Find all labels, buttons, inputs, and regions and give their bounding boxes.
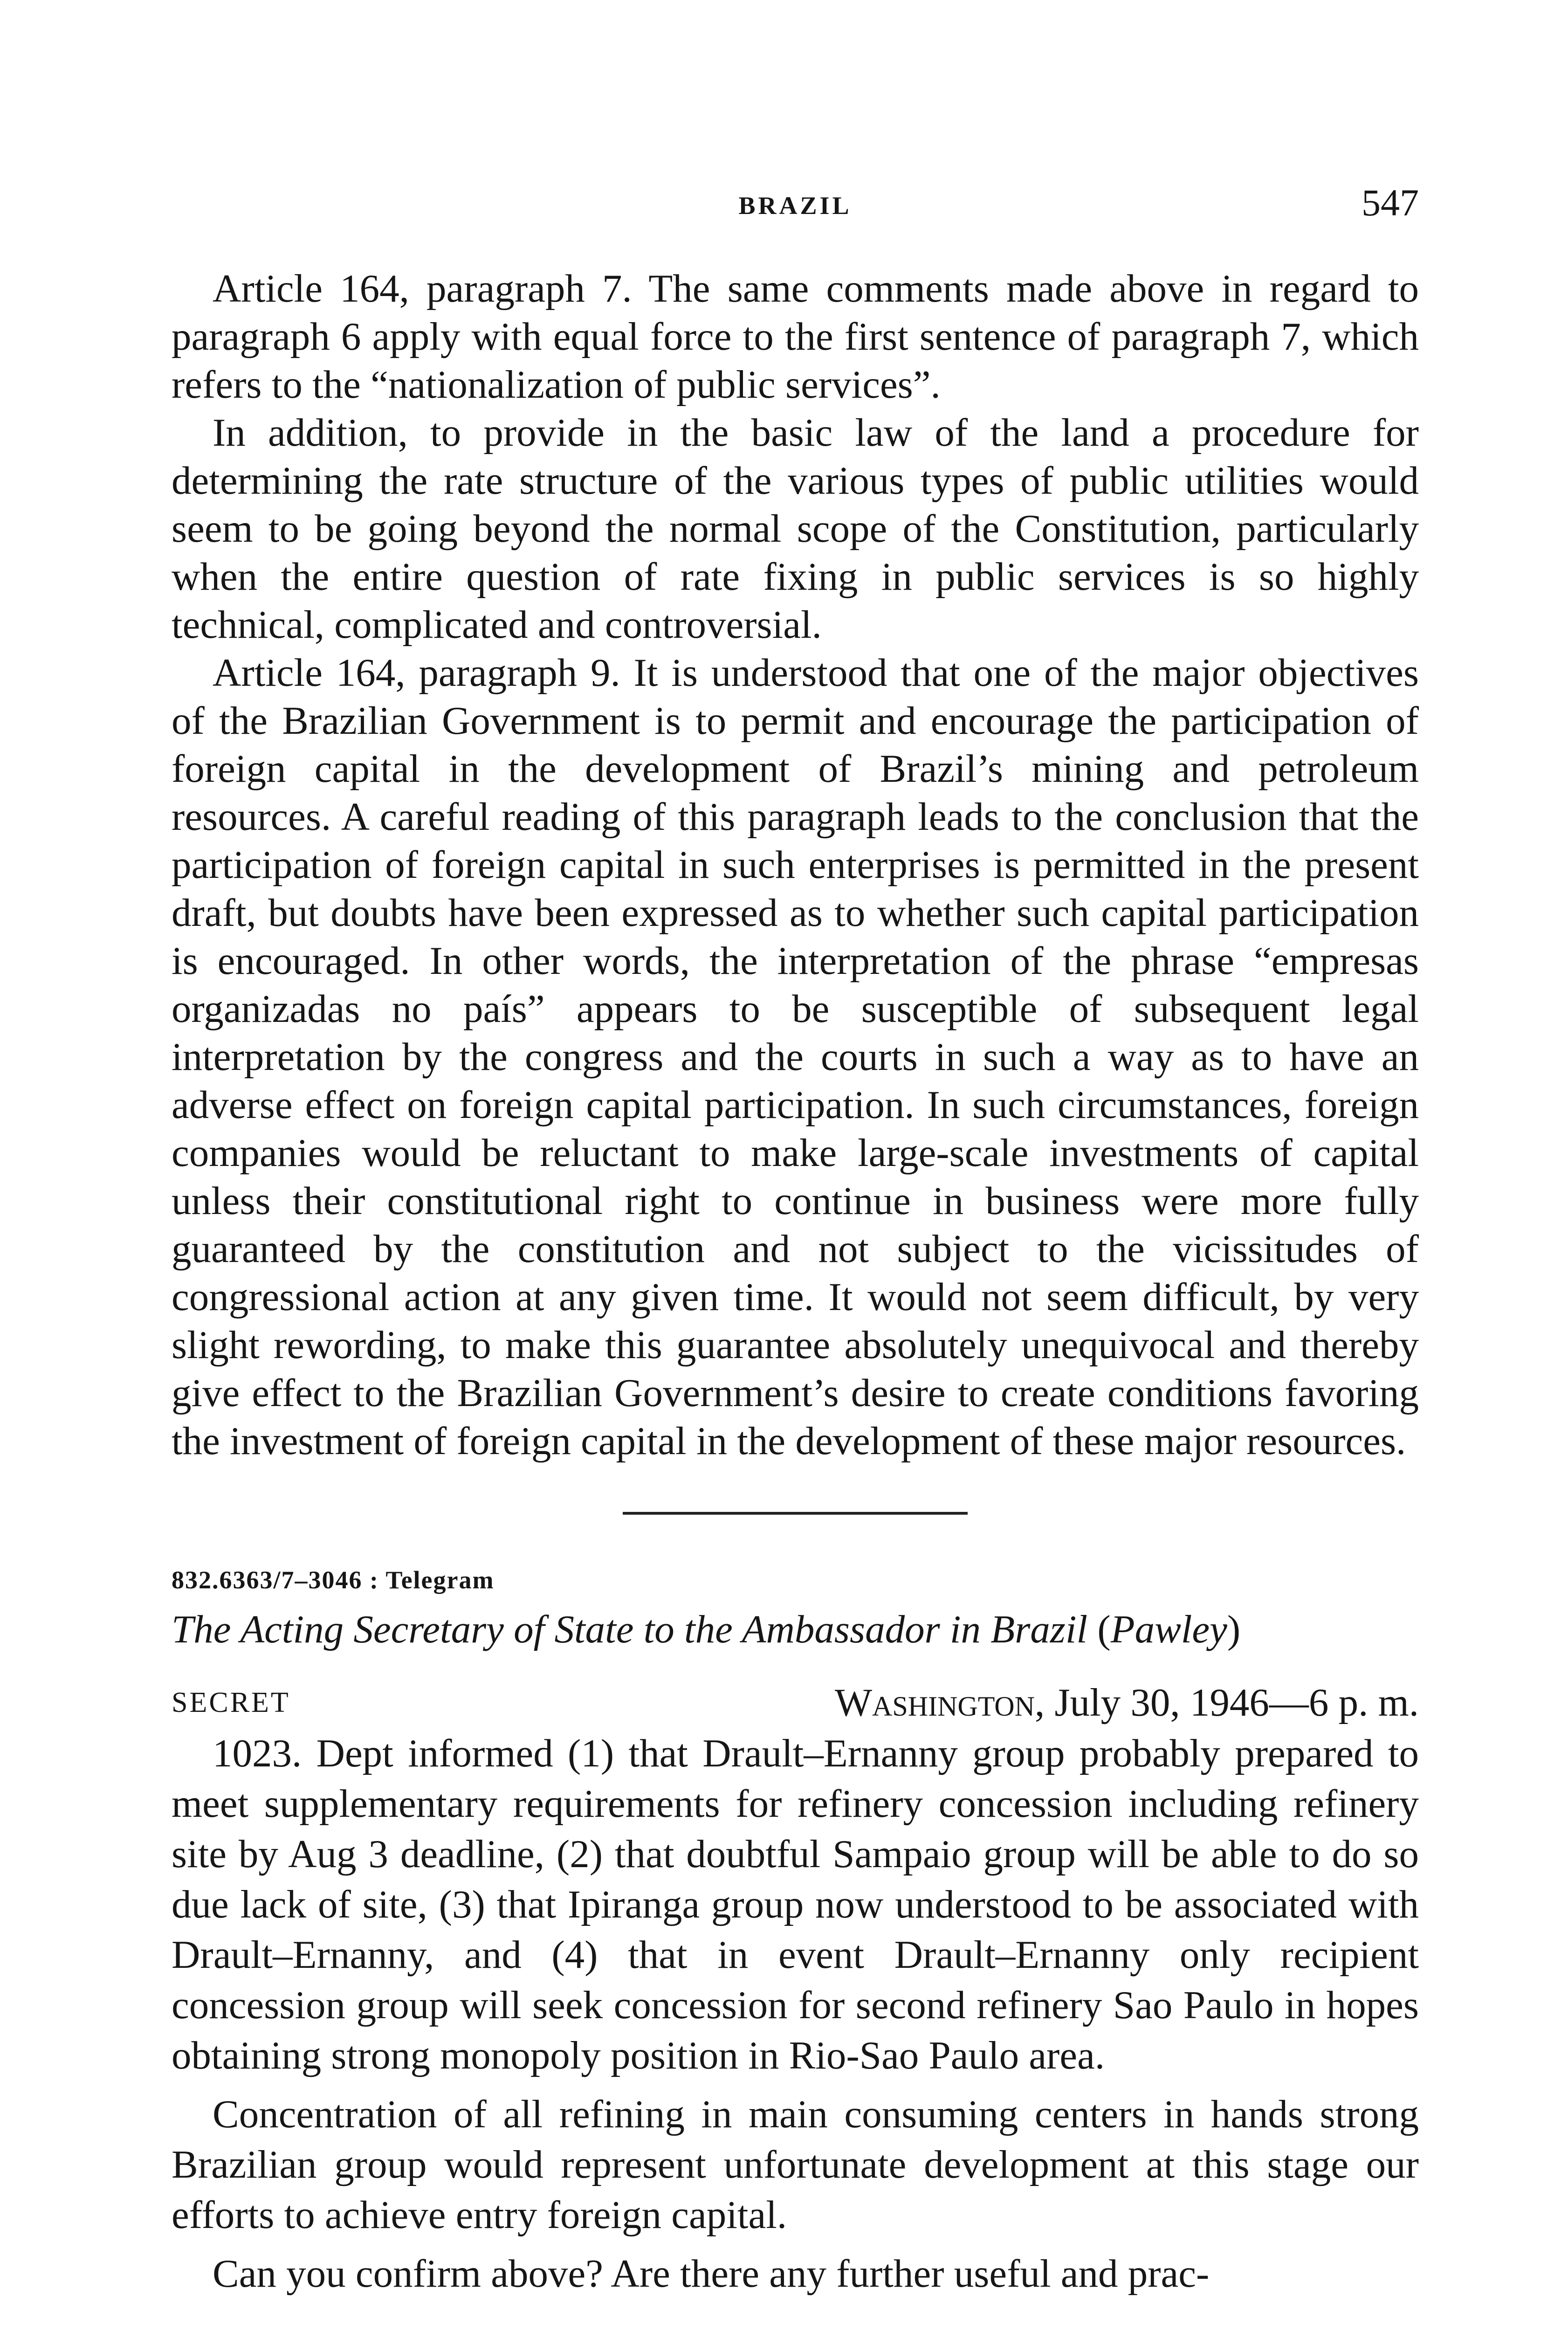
telegram-paragraph-confirm: Can you confirm above? Are there any further useful and prac- (213, 2252, 1210, 2296)
title-close-paren: ) (1227, 1607, 1241, 1651)
section-divider (623, 1512, 968, 1515)
document-title-main: The Acting Secretary of State to the Ambassador in Brazil (172, 1607, 1088, 1651)
page-header (172, 181, 1419, 232)
document-title (172, 1606, 1419, 1654)
dateline-date: , July 30, 1946—6 p. m. (1034, 1681, 1419, 1724)
document-title-recipient: Pawley (1110, 1607, 1227, 1651)
dateline-place: Washington (834, 1681, 1035, 1724)
paragraph-article-164-7: Article 164, paragraph 7. The same comments made above in regard to paragraph 6 apply with equal force to the first sentence of paragraph 7, which refers to the “nationalization of public services”. (172, 267, 1419, 407)
paragraph-article-164-9: Article 164, paragraph 9. It is understood that one of the major objectives of the Brazilian Government is to permit and encourage the participation of foreign capital in the development of Brazil’s mining and petroleum resources. A careful reading of this paragraph leads to the conclusion that the participation of foreign capital in such enterprises is permitted in the present draft, but doubts have been expressed as to whether such capital participation is encouraged. In other words, the interpretation of the phrase “empresas organizadas no país” appears to be susceptible of subsequent legal interpretation by the congress and the courts in such a way as to have an adverse effect on foreign capital participation. In such circumstances, foreign companies would be reluctant to make large-scale investments of capital unless their constitutional right to continue in business were more fully guaranteed by the constitution and not subject to the vicissitudes of congressional action at any given time. It would not seem difficult, by very slight rewording, to make this guarantee absolutely unequivocal and thereby give effect to the Brazilian Government’s desire to create conditions favoring the investment of foreign capital in the development of these major resources. (172, 651, 1419, 1463)
classification-label: SECRET (172, 1687, 290, 1718)
page-body (172, 265, 1419, 2299)
dateline (172, 1677, 1419, 1728)
file-number: 832.6363/7–3046 : Telegram (172, 1566, 495, 1594)
title-open-paren: ( (1097, 1607, 1111, 1651)
telegram-paragraph-1023: 1023. Dept informed (1) that Drault–Ernanny group probably prepared to meet supplementary requirements for refinery concession including refinery site by Aug 3 deadline, (2) that doubtful Sampaio group will be able to do so due lack of site, (3) that Ipiranga group now understood to be associated with Drault–Ernanny, and (4) that in event Drault–Ernanny only recipient concession group will seek concession for second refinery Sao Paulo in hopes obtaining strong monopoly position in Rio-Sao Paulo area. (172, 1731, 1419, 2077)
place-and-date (835, 1677, 1419, 1728)
paragraph-rate-structure: In addition, to provide in the basic law of the land a procedure for determining the rate structure of the various types of public utilities would seem to be going beyond the normal scope of the Constitution, particularly when the entire question of rate fixing in public services is so highly technical, complicated and controversial. (172, 411, 1419, 647)
running-head: BRAZIL (738, 192, 852, 220)
telegram-text (172, 1728, 1419, 2299)
page-number: 547 (1362, 181, 1419, 224)
telegram-paragraph-concentration: Concentration of all refining in main consuming centers in hands strong Brazilian group would represent unfortunate development at this stage our efforts to achieve entry foreign capital. (172, 2092, 1419, 2237)
